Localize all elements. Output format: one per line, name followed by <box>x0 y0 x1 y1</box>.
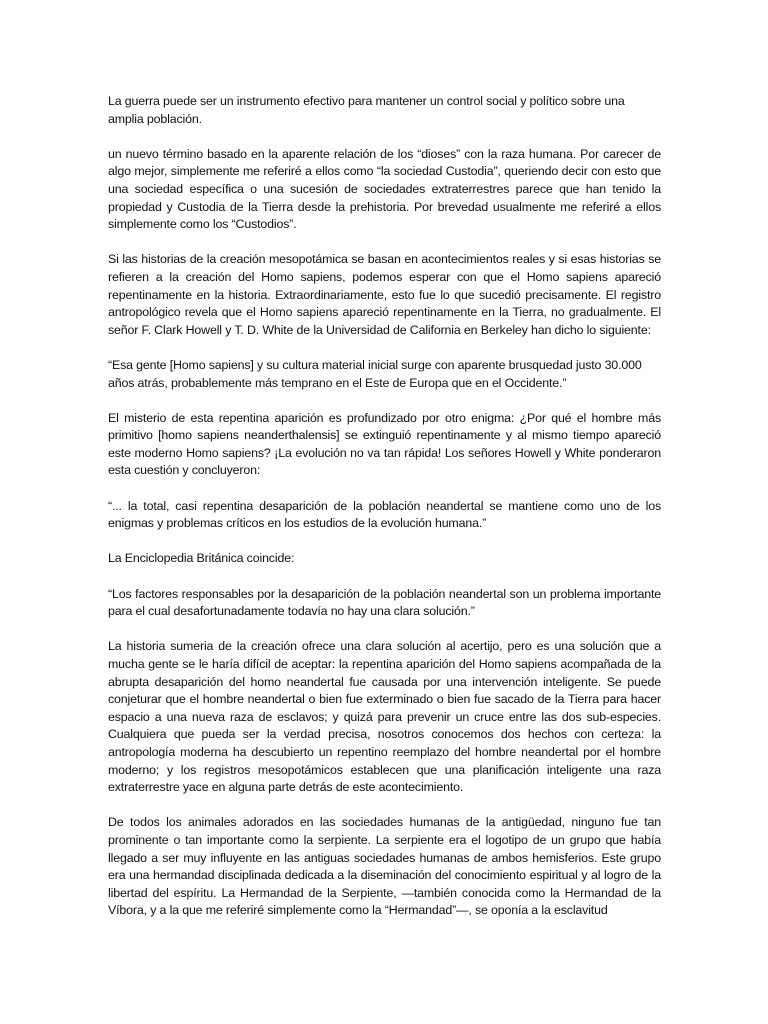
quote-britannica: “Los factores responsables por la desaparición de la población neandertal son un problema importante para el cual desafortunadamente todavía no hay una clara solución.” <box>108 586 661 619</box>
paragraph-neanderthal-mystery: El misterio de esta repentina aparición es profundizado por otro enigma: ¿Por qué el hombre más primitivo [homo sapiens neanderthalensis] se extinguió repentinamente y al mismo tiempo apareció este moderno Homo sapiens? ¡La evolución no va tan rápida! Los señores Howell y White ponderaron esta cuestión y concluyeron: <box>108 410 661 478</box>
paragraph-serpent-brotherhood: De todos los animales adorados en las sociedades humanas de la antigüedad, ninguno fue tan prominente o tan importante como la serpiente. La serpiente era el logotipo de un grupo que había llegado a ser muy influyente en las antiguas sociedades humanas de ambos hemisferios. Este grupo era una hermandad disciplinada dedicada a la diseminación del conocimiento espiritual y al logro de la libertad del espíritu. La Hermandad de la Serpiente, —también conocida como la Hermandad de la Víbora, y a la que me referiré simplemente como la “Hermandad”—, se oponía a la esclavitud <box>108 815 661 918</box>
paragraph-sumerian-solution: La historia sumeria de la creación ofrece una clara solución al acertijo, pero es una solución que a mucha gente se le haría difícil de aceptar: la repentina aparición del Homo sapiens acompañada de la abrupta desaparición del homo neandertal fue causada por una intervención inteligente. Se puede conjeturar que el hombre neandertal o bien fue exterminado o bien fue sacado de la Tierra para hacer espacio a una nueva raza de esclavos; y quizá para prevenir un cruce entre las dos sub-especies. Cualquiera que pueda ser la verdad precisa, nosotros conocemos dos hechos con certeza: la antropología moderna ha descubierto un repentino reemplazo del hombre neandertal por el hombre moderno; y los registros mesopotámicos establecen que una planificación inteligente una raza extraterrestre yace en alguna parte detrás de este acontecimiento. <box>108 639 661 795</box>
paragraph-mesopotamian-creation: Si las historias de la creación mesopotámica se basan en acontecimientos reales y si esas historias se refieren a la creación del Homo sapiens, podemos esperar con que el Homo sapiens apareció repentinamente en la historia. Extraordinariamente, esto fue lo que sucedió precisamente. El registro antropológico revela que el Homo sapiens apareció repentinamente en la Tierra, no gradualmente. El señor F. Clark Howell y T. D. White de la Universidad de California en Berkeley han dicho lo siguiente: <box>108 252 661 337</box>
paragraph-war-control: La guerra puede ser un instrumento efectivo para mantener un control social y político sobre una amplia población. <box>108 94 625 126</box>
quote-howell-white-2: “... la total, casi repentina desaparición de la población neandertal se mantiene como uno de los enigmas y problemas críticos en los estudios de la evolución humana.” <box>108 498 661 531</box>
quote-howell-white-1: “Esa gente [Homo sapiens] y su cultura material inicial surge con aparente brusquedad justo 30.000 años atrás, probablemente más temprano en el Este de Europa que en el Occidente.” <box>108 357 642 390</box>
paragraph-britannica-intro: La Enciclopedia Británica coincide: <box>108 551 295 566</box>
document-page <box>108 93 661 938</box>
paragraph-custodia-society: un nuevo término basado en la aparente relación de los “dioses” con la raza humana. Por carecer de algo mejor, simplemente me referiré a ellos como “la sociedad Custodia”, queriendo decir con esto que una sociedad específica o una sucesión de sociedades extraterrestres parece que han tenido la propiedad y Custodia de la Tierra desde la prehistoria. Por brevedad usualmente me referiré a ellos simplemente como los “Custodios”. <box>108 146 661 232</box>
